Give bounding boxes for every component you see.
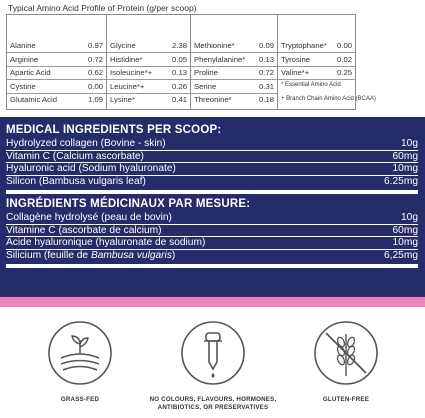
ingredient-name: Vitamine C (ascorbate de calcium) [6, 224, 162, 236]
amino-name: Glutamic Acid [10, 95, 57, 104]
amino-value: 0.13 [172, 68, 187, 77]
amino-value: 0.97 [88, 41, 103, 50]
amino-value: 0.05 [172, 54, 187, 64]
ingredient-row [6, 212, 418, 225]
table-row [191, 80, 277, 94]
ingredient-value: 10mg [392, 163, 418, 175]
table-row [107, 80, 190, 94]
table-row [7, 93, 106, 106]
ingredient-value: 60mg [392, 150, 418, 162]
amino-name: Threonine* [194, 95, 232, 104]
ingredient-value: 10mg [392, 237, 418, 249]
table-row [278, 53, 355, 67]
amino-column-3 [191, 15, 278, 109]
grass-fed-badge [47, 320, 113, 386]
amino-value: 0.09 [259, 41, 274, 50]
ingredient-value: 6,25mg [384, 249, 418, 261]
gluten-free-label: GLUTEN-FREE [322, 396, 370, 403]
ingredient-name: Collagène hydrolysé (peau de bovin) [6, 212, 172, 223]
ingredient-row [6, 151, 418, 164]
ingredient-row [6, 176, 418, 188]
amino-acid-title: Typical Amino Acid Profile of Protein (g/per scoop) [8, 3, 197, 13]
ingredient-value: 60mg [392, 224, 418, 236]
amino-value: 0.72 [259, 68, 274, 77]
grass-fed-icon [47, 320, 113, 386]
section-divider [6, 264, 418, 268]
table-row [191, 93, 277, 106]
table-row [191, 39, 277, 53]
ingredient-value: 6.25mg [384, 175, 418, 187]
amino-value: 0.00 [88, 81, 103, 91]
amino-name: Phenylalanine* [194, 54, 246, 64]
table-row [7, 80, 106, 94]
table-row [107, 53, 190, 67]
amino-name: Glycine [110, 41, 136, 50]
table-row [107, 66, 190, 80]
table-row [191, 66, 277, 80]
amino-name: Cystine [10, 81, 36, 91]
amino-name: Arginine [10, 54, 39, 64]
amino-value: 0.41 [172, 95, 187, 104]
ingredient-name: Hyaluronic acid (Sodium hyaluronate) [6, 163, 176, 175]
table-row [7, 39, 106, 53]
amino-name: Valine*+ [281, 68, 310, 77]
amino-value: 0.00 [337, 41, 352, 50]
table-row [278, 66, 355, 80]
bcaa-note: + Branch Chain Amino Acid (BCAA) [281, 96, 376, 102]
table-row [278, 39, 355, 53]
amino-name: Proline [194, 68, 218, 77]
section-title: INGRÉDIENTS MÉDICINAUX PAR MESURE: [6, 198, 251, 210]
amino-value: 0.72 [88, 54, 103, 64]
ingredient-row [6, 250, 418, 262]
amino-value: 0.13 [259, 54, 274, 64]
amino-name: Tryptophane* [281, 41, 327, 50]
amino-name: Tyrosine [281, 54, 311, 64]
amino-value: 0.02 [337, 54, 352, 64]
table-row [7, 53, 106, 67]
amino-name: Lysine* [110, 95, 135, 104]
amino-column-1 [7, 15, 107, 109]
ingredient-value: 10g [401, 212, 418, 223]
no-additives-label: NO COLOURS, FLAVOURS, HORMONES, ANTIBIOTICS, OR PRESERVATIVES [149, 396, 277, 411]
species-name: Bambusa vulgaris [90, 249, 172, 261]
amino-value: 0.25 [337, 68, 352, 77]
medical-ingredients-en [6, 124, 418, 187]
amino-acid-profile [0, 0, 425, 117]
amino-name: Leucine*+ [110, 81, 145, 91]
ingredient-row [6, 237, 418, 250]
ingredient-name: Silicium (feuille de Bambusa vulgaris) [6, 249, 176, 261]
section-title: MEDICAL INGREDIENTS PER SCOOP: [6, 124, 222, 136]
ingredient-name: Hydrolyzed collagen (Bovine - skin) [6, 138, 166, 149]
grass-fed-label: GRASS-FED [60, 396, 100, 403]
amino-column-4 [278, 15, 376, 109]
section-divider [6, 190, 418, 194]
ingredient-name: Acide hyaluronique (hyaluronate de sodium) [6, 237, 206, 249]
amino-value: 0.18 [259, 95, 274, 104]
amino-value: 1.09 [88, 95, 103, 104]
accent-stripe [0, 297, 425, 307]
no-additives-badge [180, 320, 246, 386]
essential-note: * Essential Amino Acid [281, 82, 341, 88]
amino-value: 0.62 [88, 68, 103, 77]
table-row [107, 39, 190, 53]
amino-value: 0.31 [259, 81, 274, 91]
ingredient-name: Vitamin C (Calcium ascorbate) [6, 150, 144, 162]
amino-acid-table [6, 14, 376, 110]
amino-name: Methionine* [194, 41, 235, 50]
amino-name: Apartic Acid [10, 68, 51, 77]
amino-name: Histidine* [110, 54, 143, 64]
ingredient-value: 10g [401, 138, 418, 149]
gluten-free-icon [313, 320, 379, 386]
gluten-free-badge [313, 320, 379, 386]
amino-name: Isoleucine*+ [110, 68, 153, 77]
table-row [191, 53, 277, 67]
table-row [7, 66, 106, 80]
medical-ingredients-fr [6, 198, 418, 261]
amino-name: Alanine [10, 41, 36, 50]
dropper-icon [180, 320, 246, 386]
table-row [107, 93, 190, 106]
ingredient-name: Silicon (Bambusa vulgaris leaf) [6, 175, 146, 187]
amino-value: 0.26 [172, 81, 187, 91]
amino-value: 2.38 [172, 41, 187, 50]
amino-column-2 [107, 15, 191, 109]
amino-name: Serine [194, 81, 217, 91]
ingredient-row [6, 225, 418, 238]
ingredient-row [6, 163, 418, 176]
ingredient-row [6, 138, 418, 151]
